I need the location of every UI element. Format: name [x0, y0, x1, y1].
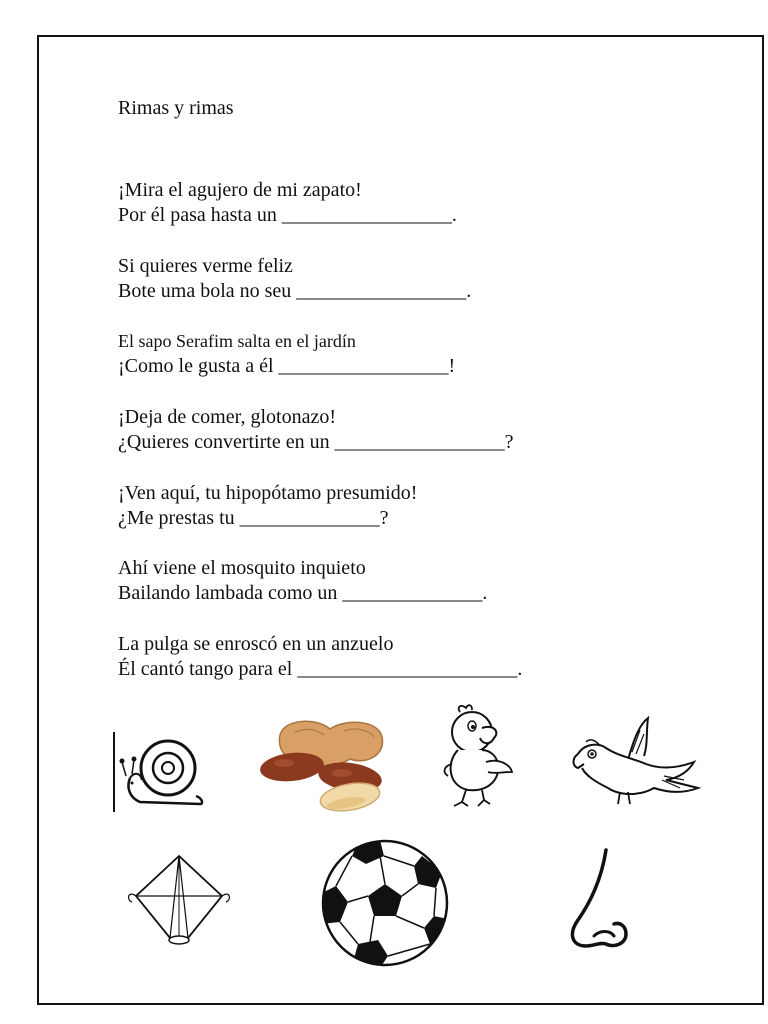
verse-line-blank: ¿Me prestas tu ______________?: [118, 507, 389, 529]
verse-line-blank: Él cantó tango para el ______________________.: [118, 658, 523, 680]
verse-3: [118, 329, 455, 379]
kite-icon: [124, 852, 234, 946]
duckling-icon: [438, 702, 518, 810]
verse-2: [118, 254, 471, 304]
verse-4: [118, 405, 513, 455]
verse-line: Si quieres verme feliz: [118, 255, 293, 277]
verse-line-blank: Bote uma bola no seu _________________.: [118, 280, 472, 302]
verse-line-blank: Bailando lambada como un ______________.: [118, 582, 488, 604]
verse-line: La pulga se enroscó en un anzuelo: [118, 633, 394, 655]
verse-line: ¡Mira el agujero de mi zapato!: [118, 179, 362, 201]
worksheet-title: Rimas y rimas: [118, 97, 234, 119]
verse-line: El sapo Serafim salta en el jardín: [118, 331, 356, 351]
parrot-icon: [570, 716, 702, 808]
verse-6: [118, 556, 487, 606]
verse-line-blank: ¿Quieres convertirte en un _________________?: [118, 431, 514, 453]
nose-icon: [566, 846, 636, 956]
verse-5: [118, 481, 417, 531]
snail-icon: [110, 728, 205, 816]
verse-line-blank: ¡Como le gusta a él _________________!: [118, 355, 456, 377]
verse-line: ¡Deja de comer, glotonazo!: [118, 406, 336, 428]
verse-line-blank: Por él pasa hasta un _________________.: [118, 204, 457, 226]
soccer-ball-icon: [318, 836, 452, 970]
verse-1: [118, 178, 457, 228]
peanuts-icon: [254, 713, 388, 815]
verse-line: Ahí viene el mosquito inquieto: [118, 557, 366, 579]
verse-7: [118, 632, 522, 682]
verse-line: ¡Ven aquí, tu hipopótamo presumido!: [118, 482, 418, 504]
